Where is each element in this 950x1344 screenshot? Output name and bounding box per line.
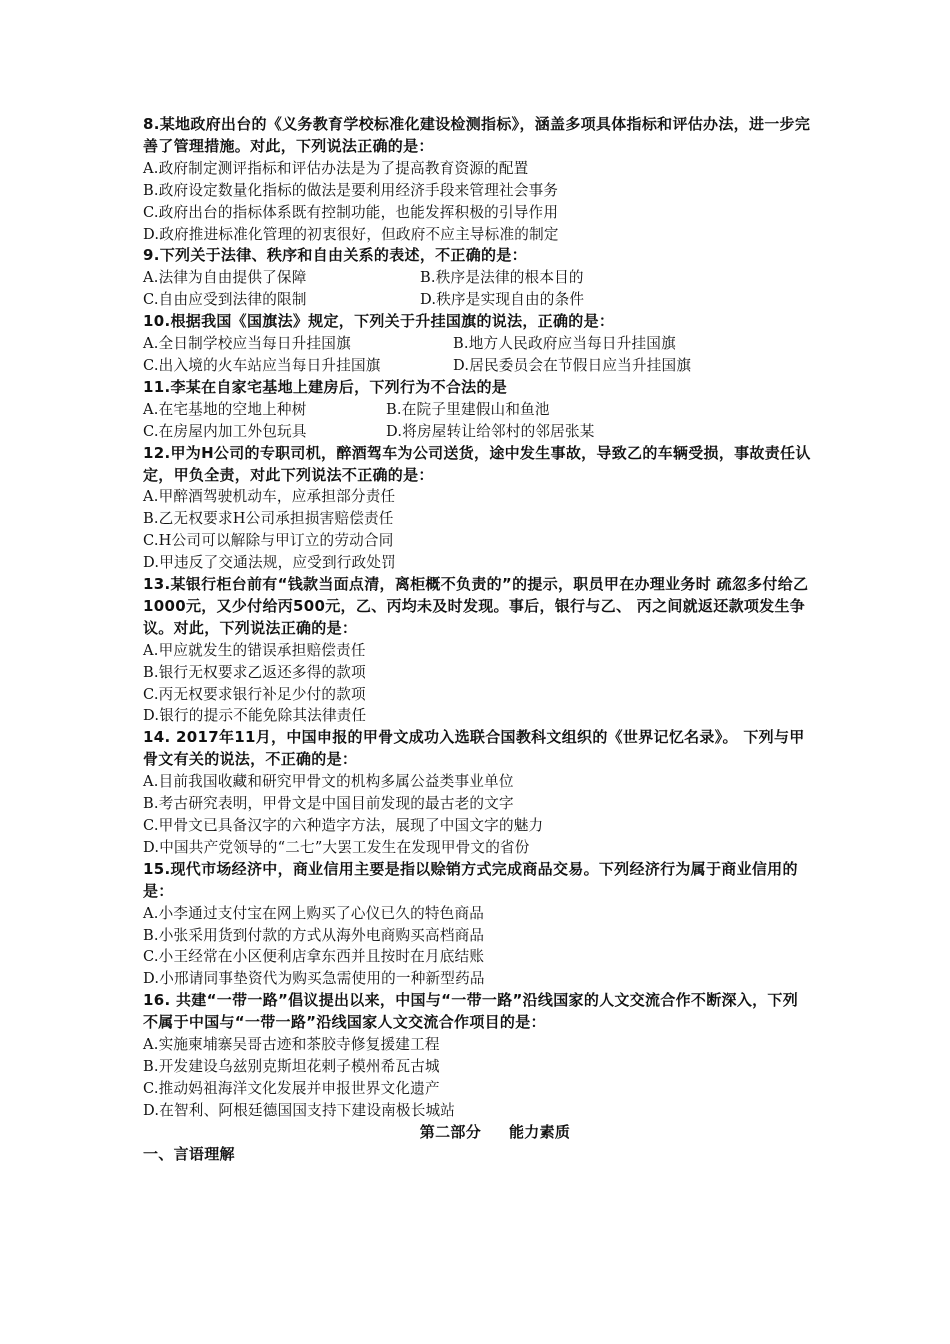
option-b: B.开发建设乌兹别克斯坦花剌子模州希瓦古城 [143,1057,440,1075]
option-a: A.在宅基地的空地上种树 [143,400,307,418]
option-c: C.推动妈祖海洋文化发展并申报世界文化遗产 [143,1079,440,1097]
option-b: B.在院子里建假山和鱼池 [386,400,550,418]
question-stem: 16. 共建“一带一路”倡议提出以来，中国与“一带一路”沿线国家的人文交流合作不断深入，下列不属于中国与“一带一路”沿线国家人文交流合作项目的是： [143,991,799,1032]
question-stem: 11.李某在自家宅基地上建房后，下列行为不合法的是 [143,377,508,396]
option-b: B.地方人民政府应当每日升挂国旗 [453,335,676,353]
option-d: D.秩序是实现自由的条件 [420,291,585,309]
section-heading: 一、言语理解 [143,1144,235,1163]
option-a: A.法律为自由提供了保障 [143,269,307,287]
option-d: D.中国共产党领导的“二七”大罢工发生在发现甲骨文的省份 [143,838,530,856]
option-c: C.H公司可以解除与甲订立的劳动合同 [143,532,394,550]
question-14 [143,727,811,858]
option-row [143,289,811,311]
option-d: D.银行的提示不能免除其法律责任 [143,707,367,725]
part-two-title: 能力素质 [509,1122,571,1141]
option-c: C.自由应受到法律的限制 [143,291,307,309]
option-d: D.居民委员会在节假日应当升挂国旗 [453,356,692,374]
question-stem: 13.某银行柜台前有“钱款当面点清，离柜概不负责的”的提示，职员甲在办理业务时 疏忽多付给乙1000元，又少付给丙500元，乙、丙均未及时发现。事后，银行与乙、 丙之间就返还款项发生争议。对此，下列说法正确的是： [143,575,809,637]
question-13 [143,574,811,727]
question-11 [143,377,811,443]
option-c: C.出入境的火车站应当每日升挂国旗 [143,356,381,374]
option-b: B.乙无权要求H公司承担损害赔偿责任 [143,510,394,528]
part-two-label: 第二部分 [419,1122,481,1141]
part-two-heading [143,1122,811,1144]
question-stem: 12.甲为H公司的专职司机，醉酒驾车为公司送货，途中发生事故，导致乙的车辆受损，事故责任认定，甲负全责，对此下列说法不正确的是： [143,443,811,484]
question-stem: 9.下列关于法律、秩序和自由关系的表述，不正确的是： [143,246,527,265]
option-d: D.在智利、阿根廷德国国支持下建设南极长城站 [143,1101,456,1119]
option-c: C.甲骨文已具备汉字的六种造字方法，展现了中国文字的魅力 [143,817,544,834]
option-row [143,267,811,289]
option-c: C.在房屋内加工外包玩具 [143,422,307,440]
question-8 [143,114,811,245]
option-b: B.银行无权要求乙返还多得的款项 [143,663,366,681]
option-c: C.政府出台的指标体系既有控制功能，也能发挥积极的引导作用 [143,203,559,221]
option-a: A.甲醉酒驾驶机动车，应承担部分责任 [143,488,396,506]
option-c: C.小王经常在小区便利店拿东西并且按时在月底结账 [143,948,485,966]
question-9 [143,245,811,311]
option-b: B.秩序是法律的根本目的 [420,269,584,287]
option-b: B.小张采用货到付款的方式从海外电商购买高档商品 [143,926,485,944]
option-row [143,421,811,443]
option-a: A.甲应就发生的错误承担赔偿责任 [143,641,366,659]
option-row [143,355,811,377]
option-d: D.政府推进标准化管理的初衷很好，但政府不应主导标准的制定 [143,225,559,243]
option-row [143,399,811,421]
option-b: B.政府设定数量化指标的做法是要利用经济手段来管理社会事务 [143,181,559,199]
option-a: A.政府制定测评指标和评估办法是为了提高教育资源的配置 [143,159,529,177]
option-a: A.目前我国收藏和研究甲骨文的机构多属公益类事业单位 [143,773,514,791]
question-stem: 15.现代市场经济中，商业信用主要是指以赊销方式完成商品交易。下列经济行为属于商业信用的是： [143,859,798,900]
option-d: D.小邢请同事垫资代为购买急需使用的一种新型药品 [143,970,485,988]
question-10 [143,311,811,377]
option-a: A.小李通过支付宝在网上购买了心仪已久的特色商品 [143,904,485,922]
question-stem: 10.根据我国《国旗法》规定，下列关于升挂国旗的说法，正确的是： [143,312,615,331]
question-16 [143,990,811,1121]
exam-page [143,114,811,1166]
question-15 [143,859,811,990]
option-a: A.全日制学校应当每日升挂国旗 [143,335,351,353]
option-b: B.考古研究表明，甲骨文是中国目前发现的最古老的文字 [143,795,514,813]
option-row [143,333,811,355]
option-d: D.甲违反了交通法规，应受到行政处罚 [143,554,396,572]
option-a: A.实施柬埔寨吴哥古迹和茶胶寺修复援建工程 [143,1036,440,1054]
question-12 [143,443,811,574]
question-stem: 8.某地政府出台的《义务教育学校标准化建设检测指标》，涵盖多项具体指标和评估办法，进一步完善了管理措施。对此，下列说法正确的是： [143,115,811,155]
question-stem: 14. 2017年11月，中国申报的甲骨文成功入选联合国教科文组织的《世界记忆名录》。 下列与甲骨文有关的说法，不正确的是： [143,728,805,769]
option-d: D.将房屋转让给邻村的邻居张某 [386,422,595,440]
option-c: C.丙无权要求银行补足少付的款项 [143,685,366,703]
